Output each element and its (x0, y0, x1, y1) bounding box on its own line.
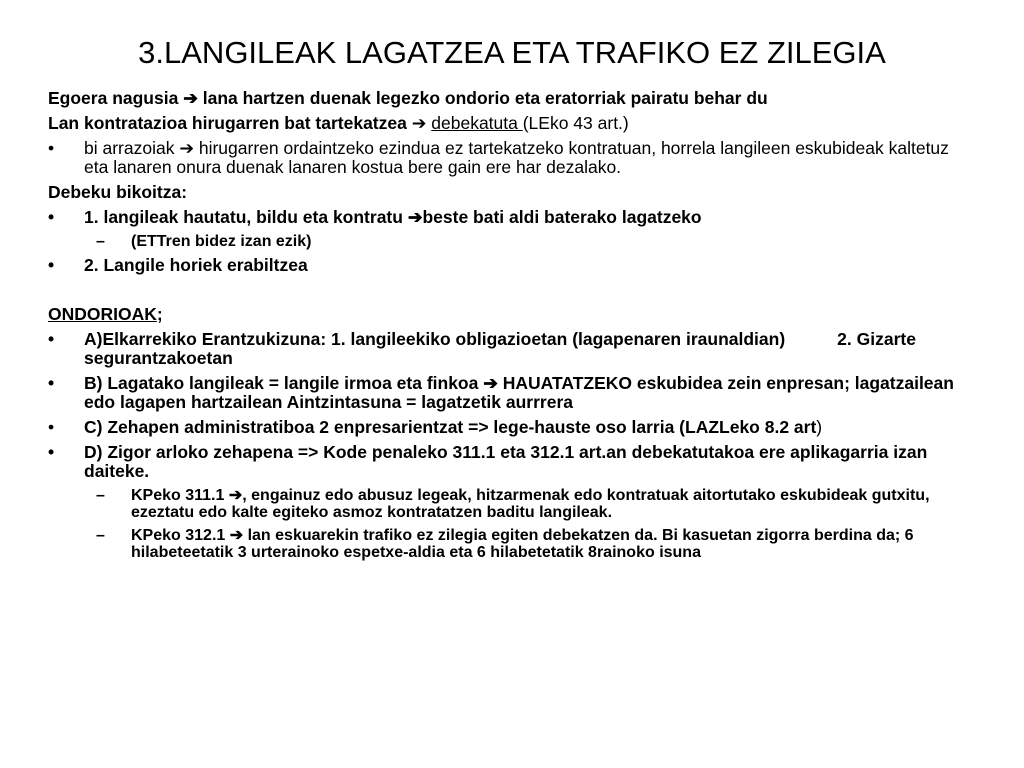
arrow-right-icon: ➔ (183, 88, 198, 108)
ett-exception-text: (ETTren bidez izan ezik) (131, 233, 312, 250)
slide-body (48, 89, 978, 567)
main-situation-line (48, 89, 978, 108)
arrow-right-icon: ➔ (411, 113, 427, 133)
bullet-icon: • (48, 417, 55, 437)
list-item (48, 443, 978, 481)
ceded-workers-text-end: HAUATATZEKO eskubidea zein enpresan; lagatzailean edo lagapen hartzailean Aintzintasuna = lagatzetik aurrrera (84, 373, 954, 412)
arrow-right-icon: ➔ (483, 373, 498, 393)
forbidden-text: debekatuta (431, 113, 523, 133)
consequences-title: ONDORIOAK (48, 304, 157, 324)
sub-list-item (48, 487, 978, 521)
ceded-workers-text: B) Lagatako langileak = langile irmoa eta finkoa (84, 373, 484, 393)
dash-icon: – (96, 233, 105, 250)
kp-311-text: , engainuz edo abusuz legeak, hitzarmenak edo kontratuak aitortutako eskubideak gutxitu, ezeztatu edo kalte egiteko asmoz kontratatzen baditu langileak. (131, 487, 930, 521)
dash-icon: – (96, 487, 105, 504)
arrow-right-icon: ➔ (407, 207, 423, 227)
list-item (48, 256, 978, 275)
criminal-sanction-text: D) Zigor arloko zehapena => Kode penaleko 311.1 eta 312.1 art.an debekatutakoa ere aplikagarria izan daiteke. (84, 442, 928, 481)
consequences-heading (48, 305, 978, 324)
admin-sanction-text: C) Zehapen administratiboa 2 enpresarientzat => lege-hauste oso larria (LAZLeko 8.2 art (84, 417, 817, 437)
reasons-label: bi arrazoiak (84, 138, 180, 158)
kp-311-label: KPeko 311.1 (131, 487, 229, 504)
arrow-right-icon: ➔ (228, 487, 243, 504)
reasons-text: hirugarren ordaintzeko ezindua ez tartekatzeko kontratuan, horrela langileen eskubideak kaltetuz eta lanaren onura duenak lanaren kostua bere gain ere har dezalako. (84, 138, 949, 177)
ban-two-text: 2. Langile horiek erabiltzea (84, 255, 308, 275)
dash-icon: – (96, 527, 105, 544)
joint-liability-text: A)Elkarrekiko Erantzukizuna: 1. langileekiko obligazioetan (lagapenaren iraunaldian) (84, 329, 786, 349)
contracting-line (48, 114, 978, 133)
main-situation-text: lana hartzen duenak legezko ondorio eta eratorriak pairatu behar du (197, 88, 768, 108)
bullet-icon: • (48, 138, 55, 158)
bullet-icon: • (48, 442, 55, 462)
list-item (48, 418, 978, 437)
admin-sanction-paren: ) (816, 417, 823, 437)
slide-title: 3.LANGILEAK LAGATZEA ETA TRAFIKO EZ ZILEGIA (138, 35, 886, 70)
contracting-label: Lan kontratazioa hirugarren bat tartekatzea (48, 113, 412, 133)
ban-one-text: 1. langileak hautatu, bildu eta kontratu (84, 207, 408, 227)
list-item (48, 139, 978, 177)
sub-list-item (48, 233, 978, 250)
arrow-right-icon: ➔ (179, 138, 194, 158)
sub-list-item (48, 527, 978, 561)
list-item (48, 330, 978, 368)
list-item (48, 374, 978, 412)
ban-one-text-end: beste bati aldi baterako lagatzeko (422, 207, 702, 227)
kp-312-label: KPeko 312.1 (131, 527, 230, 544)
double-ban-heading: Debeku bikoitza: (48, 182, 188, 202)
kp-312-text: lan eskuarekin trafiko ez zilegia egiten debekatzen da. Bi kasuetan zigorra berdina da; 6 hilabeteetatik 3 urterainoko espetxe-aldia eta 6 hilabetetatik 8rainoko isuna (131, 527, 914, 561)
bullet-icon: • (48, 255, 55, 275)
main-situation-label: Egoera nagusia (48, 88, 184, 108)
bullet-icon: • (48, 329, 55, 349)
bullet-icon: • (48, 207, 55, 227)
consequences-semicolon: ; (156, 304, 163, 324)
social-security-text: 2. Gizarte segurantzakoetan (84, 329, 916, 368)
arrow-right-icon: ➔ (229, 527, 244, 544)
list-item (48, 208, 978, 227)
law-reference: (LEko 43 art.) (522, 113, 629, 133)
bullet-icon: • (48, 373, 55, 393)
